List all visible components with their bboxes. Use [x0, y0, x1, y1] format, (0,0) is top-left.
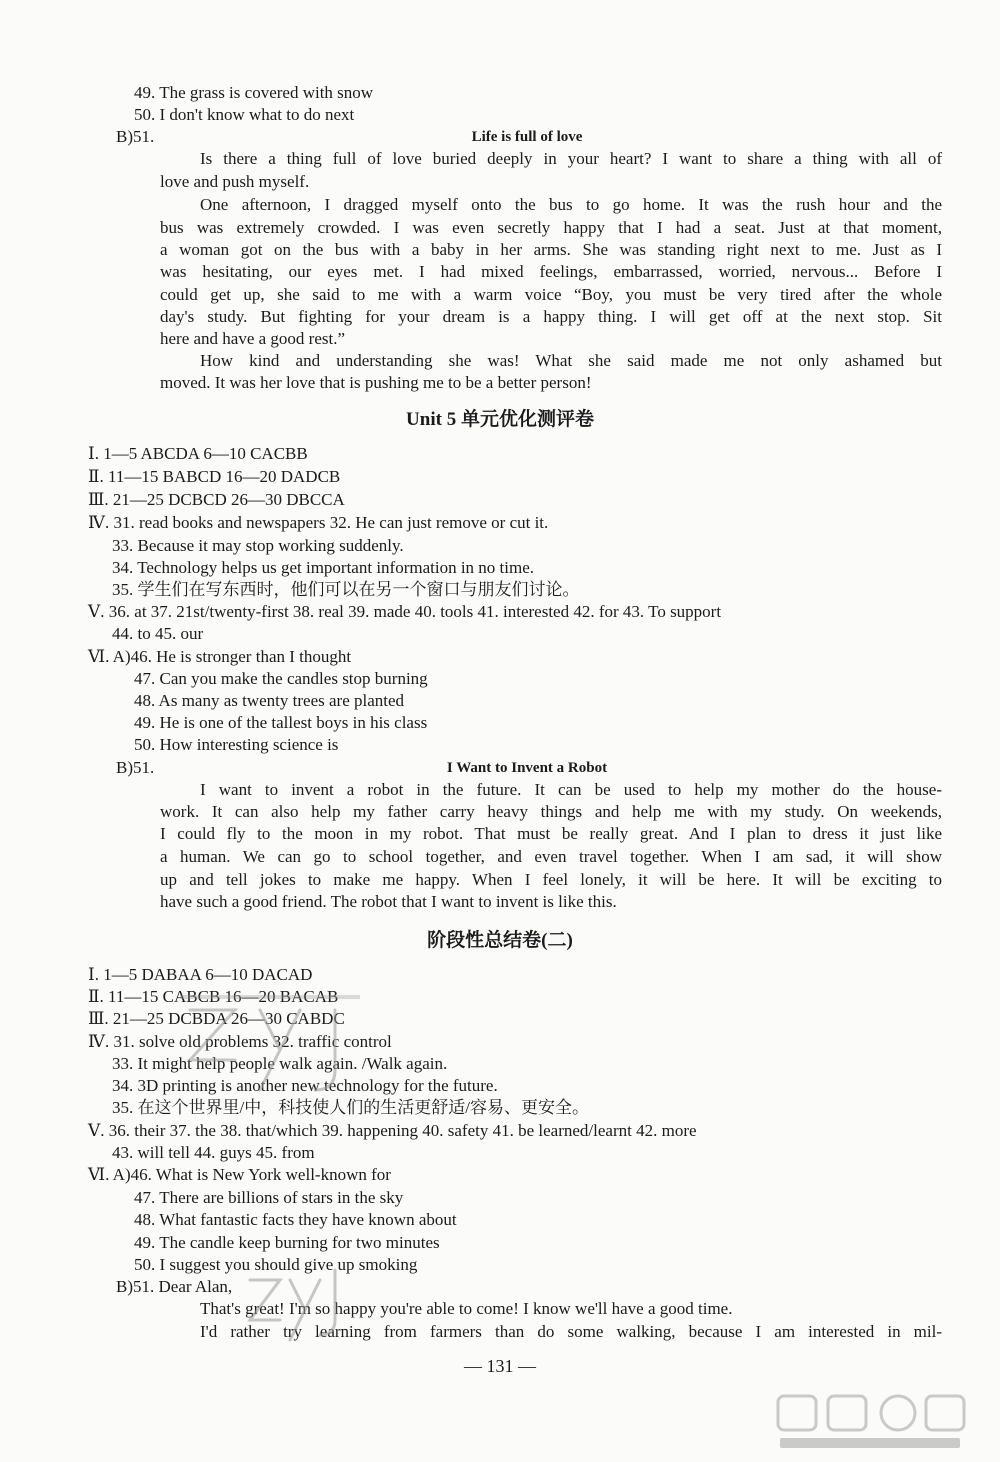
essay-line: work. It can also help my father carry heavy things and help me with my study. On weekends, [160, 802, 942, 821]
answer-line: 35. 学生们在写东西时，他们可以在另一个窗口与朋友们讨论。 [112, 580, 580, 599]
essay-line: day's study. But fighting for your dream is a happy thing. I will get off at the next stop. Sit [160, 307, 942, 326]
answer-line: Ⅱ. 11—15 BABCD 16—20 DADCB [88, 467, 341, 486]
answer-line: 44. to 45. our [112, 624, 204, 643]
letter-line: That's great! I'm so happy you're able to come! I know we'll have a good time. [200, 1299, 733, 1318]
answer-line: 48. What fantastic facts they have known about [134, 1210, 457, 1229]
essay-line: moved. It was her love that is pushing me to be a better person! [160, 373, 592, 392]
answer-line: Ⅳ. 31. solve old problems 32. traffic control [88, 1032, 392, 1051]
essay-line: was hesitating, our eyes met. I had mixed feelings, embarrassed, worried, nervous... Before I [160, 262, 942, 281]
answer-49: 49. The grass is covered with snow [134, 83, 374, 102]
essay-line: I could fly to the moon in my robot. That must be really great. And I plan to dress it just like [160, 824, 942, 843]
answer-line: Ⅲ. 21—25 DCBCD 26—30 DBCCA [88, 490, 345, 509]
answer-line: 49. He is one of the tallest boys in his class [134, 713, 428, 732]
essay-line: up and tell jokes to make me happy. When I feel lonely, it will be here. It will be exciting to [160, 870, 942, 889]
essay-title: Life is full of love [471, 129, 583, 145]
answer-line: 47. Can you make the candles stop burning [134, 669, 428, 688]
answer-line: Ⅴ. 36. their 37. the 38. that/which 39. happening 40. safety 41. be learned/learnt 42. more [88, 1121, 697, 1140]
letter-salutation: B)51. Dear Alan, [116, 1277, 233, 1296]
essay-line: How kind and understanding she was! What she said made me not only ashamed but [200, 351, 942, 370]
mxqe-watermark [770, 1392, 970, 1452]
essay-line: love and push myself. [160, 172, 310, 191]
answer-line: Ⅳ. 31. read books and newspapers 32. He can just remove or cut it. [88, 513, 549, 532]
answer-line: 48. As many as twenty trees are planted [134, 691, 405, 710]
answer-line: 43. will tell 44. guys 45. from [112, 1143, 315, 1162]
answer-line: Ⅲ. 21—25 DCBDA 26—30 CABDC [88, 1009, 345, 1028]
essay-line: a human. We can go to school together, and even travel together. When I am sad, it will show [160, 847, 942, 866]
answer-circle-logo-icon [770, 1392, 970, 1452]
essay-line: here and have a good rest.” [160, 329, 346, 348]
essay-line: Is there a thing full of love buried deeply in your heart? I want to share a thing with all of [200, 149, 942, 168]
answer-line: Ⅵ. A)46. What is New York well-known for [88, 1165, 391, 1184]
stage-summary-heading: 阶段性总结卷(二) [427, 930, 573, 951]
essay-line: I want to invent a robot in the future. It can be used to help my mother do the house- [200, 780, 942, 799]
answer-50: 50. I don't know what to do next [134, 105, 355, 124]
answer-line: Ⅴ. 36. at 37. 21st/twenty-first 38. real 39. made 40. tools 41. interested 42. for 43. To support [88, 602, 722, 621]
answer-line: 47. There are billions of stars in the sky [134, 1188, 404, 1207]
essay-line: bus was extremely crowded. I was even secretly happy that I had a seat. Just at that moment, [160, 218, 942, 237]
answer-line: 50. How interesting science is [134, 735, 339, 754]
answer-line: 49. The candle keep burning for two minutes [134, 1233, 440, 1252]
answer-line: Ⅱ. 11—15 CABCB 16—20 BACAB [88, 987, 339, 1006]
essay-line: One afternoon, I dragged myself onto the bus to go home. It was the rush hour and the [200, 195, 942, 214]
essay-line: a woman got on the bus with a baby in her arms. She was standing right next to me. Just as I [160, 240, 942, 259]
answer-line: Ⅵ. A)46. He is stronger than I thought [88, 647, 352, 666]
answer-line: 33. It might help people walk again. /Walk again. [112, 1054, 448, 1073]
unit5-heading: Unit 5 单元优化测评卷 [406, 409, 594, 430]
letter-line: I'd rather try learning from farmers than do some walking, because I am interested in mil- [200, 1322, 942, 1341]
answer-line: 34. 3D printing is another new technology for the future. [112, 1076, 498, 1095]
essay-line: could get up, she said to me with a warm voice “Boy, you must be very tired after the whole [160, 285, 942, 304]
answer-line: Ⅰ. 1—5 ABCDA 6—10 CACBB [88, 444, 308, 463]
essay-line: have such a good friend. The robot that I want to invent is like this. [160, 892, 617, 911]
b51-label: B)51. [116, 758, 155, 777]
page-number: — 131 — [464, 1356, 536, 1376]
essay-title: I Want to Invent a Robot [446, 760, 608, 776]
b51-label: B)51. [116, 127, 155, 146]
answer-line: 33. Because it may stop working suddenly. [112, 536, 404, 555]
answer-line: Ⅰ. 1—5 DABAA 6—10 DACAD [88, 965, 313, 984]
answer-line: 50. I suggest you should give up smoking [134, 1255, 418, 1274]
answer-line: 35. 在这个世界里/中，科技使人们的生活更舒适/容易、更安全。 [112, 1098, 589, 1117]
answer-line: 34. Technology helps us get important information in no time. [112, 558, 535, 577]
